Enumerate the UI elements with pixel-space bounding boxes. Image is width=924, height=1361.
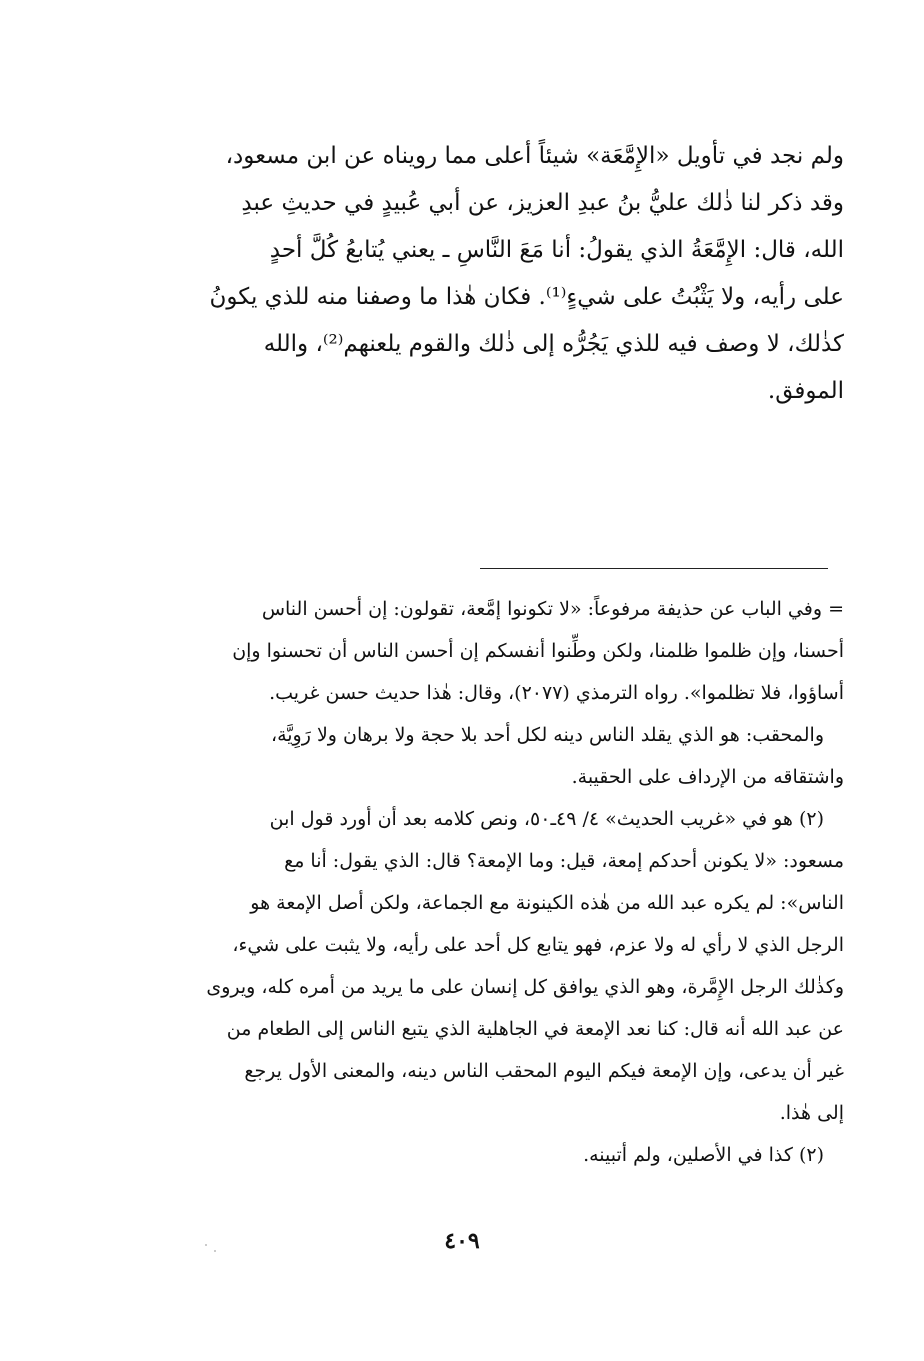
main-text-line: الله، قال: الإِمَّعَةُ الذي يقولُ: أنا مَعَ النَّاسِ ـ يعني يُتابعُ كُلَّ أحدٍ bbox=[269, 237, 844, 263]
footnote-divider bbox=[480, 568, 828, 569]
footnote-line: واشتقاقه من الإرداف على الحقيبة. bbox=[571, 766, 844, 788]
footnotes bbox=[128, 588, 844, 1176]
main-text-line: على رأيه، ولا يَثْبُتُ على شيءٍ⁽¹⁾. فكان هٰذا ما وصفنا منه للذي يكونُ bbox=[209, 284, 844, 310]
main-text bbox=[128, 133, 844, 415]
footnote-line: (٢) هو في «غريب الحديث» ٤/ ٤٩ـ٥٠، ونص كلامه بعد أن أورد قول ابن bbox=[269, 808, 824, 830]
footnote-line: = وفي الباب عن حذيفة مرفوعاً: «لا تكونوا إمَّعة، تقولون: إن أحسن الناس bbox=[261, 598, 844, 620]
footnote-line: أساؤوا، فلا تظلموا». رواه الترمذي (٢٠٧٧)، وقال: هٰذا حديث حسن غريب. bbox=[269, 682, 844, 704]
scan-speck bbox=[205, 1244, 207, 1246]
footnote-line: الرجل الذي لا رأي له ولا عزم، فهو يتابع كل أحد على رأيه، ولا يثبت على شيء، bbox=[232, 934, 844, 956]
footnote-line: غير أن يدعى، وإن الإمعة فيكم اليوم المحقب الناس دينه، والمعنى الأول يرجع bbox=[244, 1060, 844, 1082]
footnote-line: وكذٰلك الرجل الإِمَّرة، وهو الذي يوافق كل إنسان على ما يريد من أمره كله، ويروى bbox=[206, 976, 844, 998]
footnote-line: عن عبد الله أنه قال: كنا نعد الإمعة في الجاهلية الذي يتبع الناس إلى الطعام من bbox=[226, 1018, 844, 1040]
main-text-line: وقد ذكر لنا ذٰلك عليُّ بنُ عبدِ العزيز، عن أبي عُبيدٍ في حديثِ عبدِ bbox=[241, 190, 844, 216]
scan-speck bbox=[214, 1250, 216, 1252]
footnote-line: (٢) كذا في الأصلين، ولم أتبينه. bbox=[583, 1144, 824, 1166]
footnote-line: الناس»: لم يكره عبد الله من هٰذه الكينونة مع الجماعة، ولكن أصل الإمعة هو bbox=[250, 892, 844, 914]
main-text-line: كذٰلك، لا وصف فيه للذي يَجُرُّه إلى ذٰلك والقوم يلعنهم⁽²⁾، والله bbox=[263, 331, 844, 357]
footnote-line: إلى هٰذا. bbox=[779, 1102, 844, 1124]
footnote-line: والمحقب: هو الذي يقلد الناس دينه لكل أحد بلا حجة ولا برهان ولا رَوِيَّة، bbox=[270, 724, 824, 746]
footnote-line: مسعود: «لا يكونن أحدكم إمعة، قيل: وما الإمعة؟ قال: الذي يقول: أنا مع bbox=[284, 850, 844, 872]
footnote-line: أحسنا، وإن ظلموا ظلمنا، ولكن وطِّنوا أنفسكم إن أحسن الناس أن تحسنوا وإن bbox=[232, 640, 844, 662]
page-number: ٤٠٩ bbox=[444, 1228, 480, 1254]
main-text-line: ولم نجد في تأويل «الإِمَّعَة» شيئاً أعلى مما رويناه عن ابن مسعود، bbox=[225, 143, 844, 169]
main-text-line: الموفق. bbox=[767, 378, 844, 404]
